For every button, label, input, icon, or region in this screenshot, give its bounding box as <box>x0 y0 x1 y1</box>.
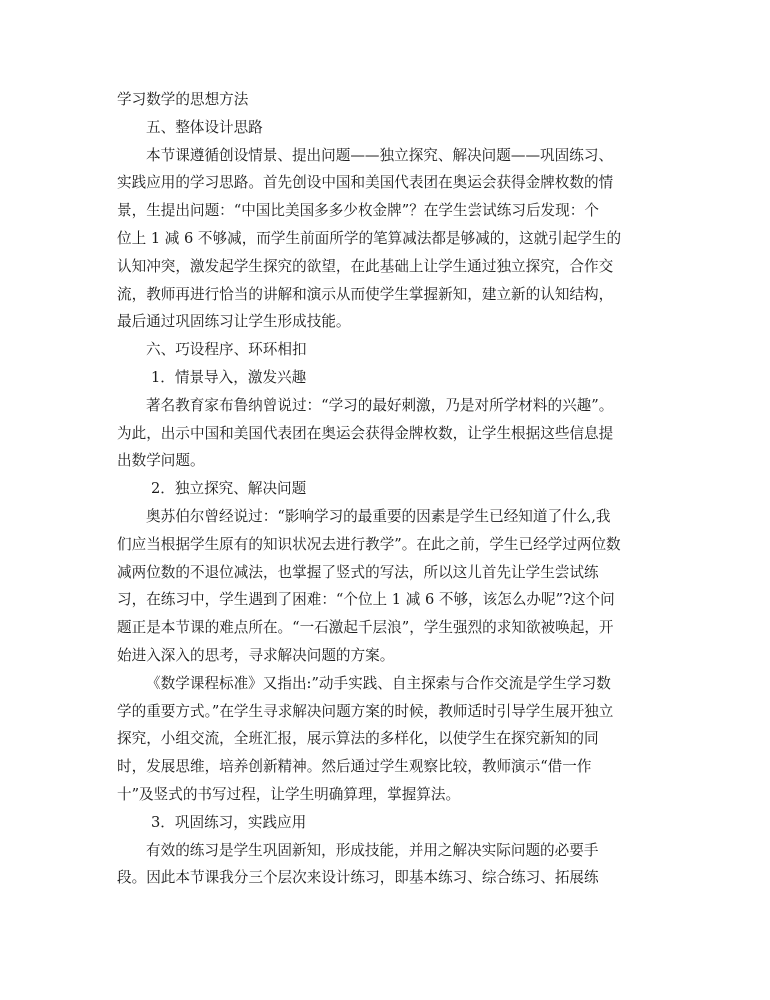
paragraph-first-line: 有效的练习是学生巩固新知，形成技能，并用之解决实际问题的必要手 <box>146 841 599 859</box>
text-line: 流，教师再进行恰当的讲解和演示从而使学生掌握新知，建立新的认知结构， <box>117 285 614 303</box>
text-line: 认知冲突，激发起学生探究的欲望，在此基础上让学生通过独立探究，合作交 <box>117 257 614 275</box>
text-line: 实践应用的学习思路。首先创设中国和美国代表团在奥运会获得金牌枚数的情 <box>117 174 614 192</box>
text-line: 景，生提出问题：“中国比美国多多少枚金牌”？在学生尝试练习后发现：个 <box>117 202 599 220</box>
text-line: 始进入深入的思考，寻求解决问题的方案。 <box>117 646 395 664</box>
paragraph-first-line: 《数学课程标准》又指出:”动手实践、自主探索与合作交流是学生学习数 <box>146 674 611 692</box>
subsection-heading: 1．情景导入，激发兴趣 <box>151 368 307 386</box>
text-line: 位上 1 减 6 不够减，而学生前面所学的笔算减法都是够减的，这就引起学生的 <box>117 229 622 247</box>
text-line: 十”及竖式的书写过程，让学生明确算理，掌握算法。 <box>117 785 461 803</box>
document-body <box>117 86 657 892</box>
text-line: 为此，出示中国和美国代表团在奥运会获得金牌枚数，让学生根据这些信息提 <box>117 424 614 442</box>
paragraph-first-line: 奥苏伯尔曾经说过：“影响学习的最重要的因素是学生已经知道了什么,我 <box>146 507 611 525</box>
section-heading: 五、整体设计思路 <box>146 118 263 136</box>
section-heading: 六、巧设程序、环环相扣 <box>146 341 307 359</box>
text-line: 最后通过巩固练习让学生形成技能。 <box>117 313 351 331</box>
text-line: 学的重要方式。”在学生寻求解决问题方案的时候，教师适时引导学生展开独立 <box>117 702 614 720</box>
text-line: 减两位数的不退位减法，也掌握了竖式的写法，所以这儿首先让学生尝试练 <box>117 563 599 581</box>
subsection-heading: 3．巩固练习，实践应用 <box>151 813 307 831</box>
text-line: 时，发展思维，培养创新精神。然后通过学生观察比较，教师演示“借一作 <box>117 758 592 776</box>
text-line: 学习数学的思想方法 <box>117 91 249 108</box>
text-line: 出数学问题。 <box>117 452 205 470</box>
text-line: 探究，小组交流，全班汇报，展示算法的多样化，以使学生在探究新知的同 <box>117 730 599 748</box>
text-line: 段。因此本节课我分三个层次来设计练习，即基本练习、综合练习、拓展练 <box>117 869 599 887</box>
paragraph-first-line: 本节课遵循创设情景、提出问题——独立探究、解决问题——巩固练习、 <box>146 146 614 164</box>
text-line: 题正是本节课的难点所在。“一石激起千层浪”，学生强烈的求知欲被唤起，开 <box>117 619 614 637</box>
text-line: 们应当根据学生原有的知识状况去进行教学”。在此之前，学生已经学过两位数 <box>117 535 621 553</box>
paragraph-first-line: 著名教育家布鲁纳曾说过：“学习的最好刺激，乃是对所学材料的兴趣”。 <box>146 396 614 414</box>
text-line: 习，在练习中，学生遇到了困难：“个位上 1 减 6 不够，该怎么办呢”?这个问 <box>117 591 615 609</box>
subsection-heading: 2．独立探究、解决问题 <box>151 480 307 498</box>
